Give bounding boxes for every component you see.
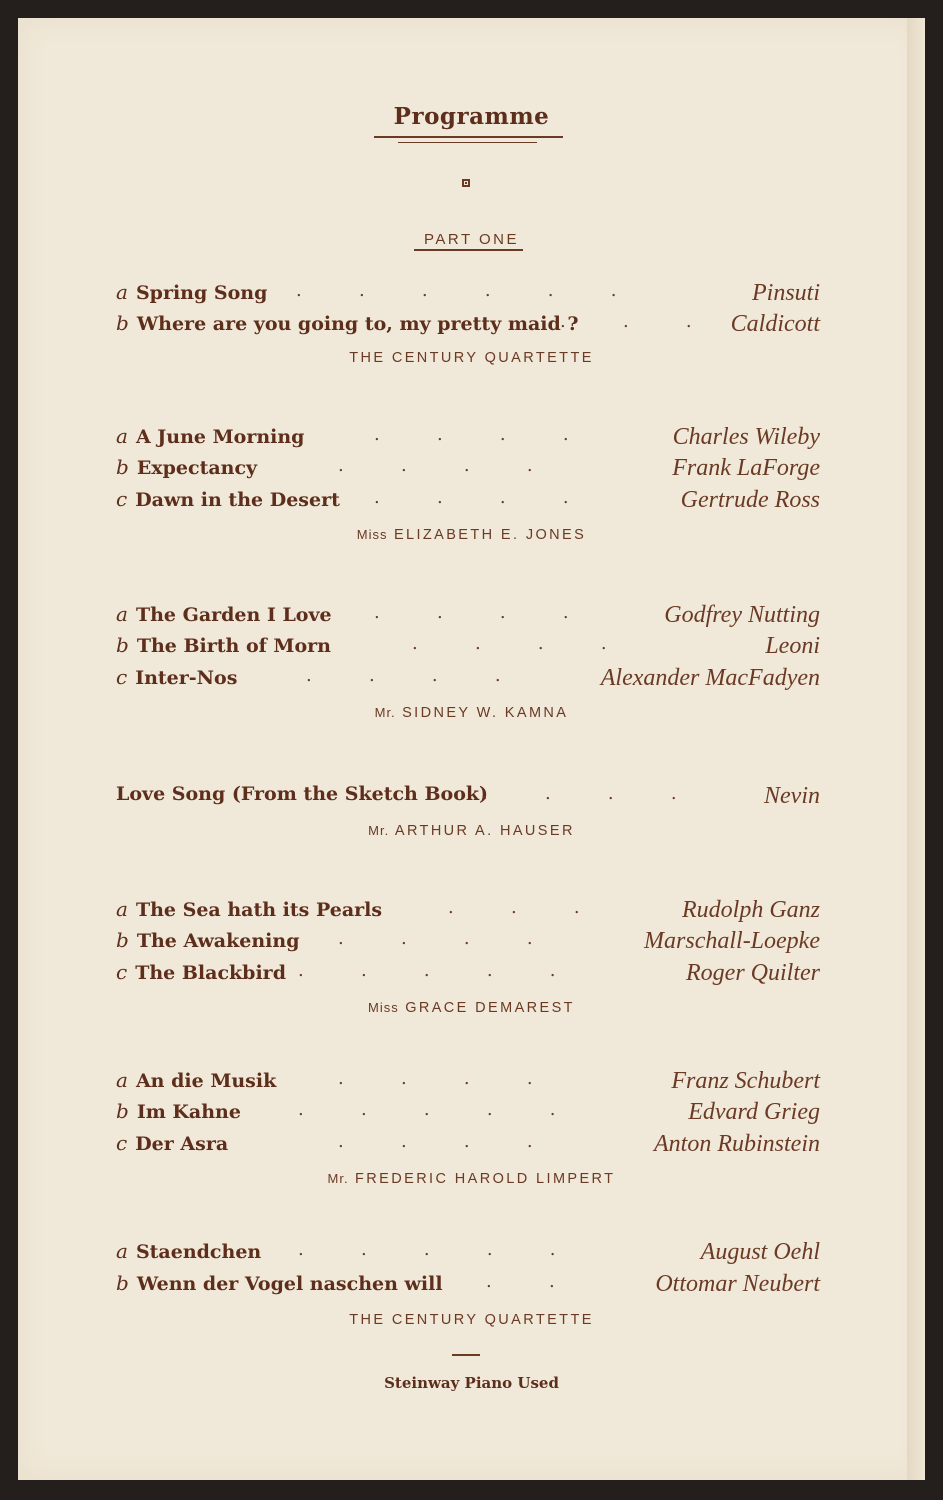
leader-dots: . . . .	[338, 455, 533, 476]
performer-name: FREDERIC HAROLD LIMPERT	[355, 1171, 616, 1187]
performer	[0, 1000, 943, 1016]
leader-dots: . . . . .	[298, 1239, 556, 1260]
item-letter: a	[116, 602, 128, 626]
programme-item	[116, 487, 820, 517]
item-title: Staendchen	[135, 1241, 262, 1263]
programme-item	[116, 1271, 820, 1301]
performer-name: ELIZABETH E. JONES	[393, 527, 587, 543]
item-letter: b	[116, 928, 129, 952]
programme-item	[116, 633, 820, 663]
item-title: Inter-Nos	[135, 667, 238, 689]
performer-prefix: Mr.	[374, 705, 396, 720]
leader-dots: . . . .	[412, 633, 607, 654]
item-title: Im Kahne	[136, 1101, 241, 1123]
item-letter: c	[116, 487, 128, 511]
performer	[0, 1171, 943, 1187]
performer-name: ARTHUR A. HAUSER	[394, 823, 575, 839]
programme-item	[116, 1131, 820, 1161]
composer: Frank LaForge	[672, 455, 820, 481]
item-title: The Awakening	[136, 930, 300, 952]
leader-dots: . . . .	[338, 1068, 533, 1089]
square-ornament-icon	[462, 179, 470, 187]
programme-item	[116, 602, 820, 632]
title-underline-thin	[398, 142, 537, 143]
leader-dots: . . . .	[338, 928, 533, 949]
performer-prefix: Miss	[356, 527, 388, 542]
item-letter: a	[116, 280, 128, 304]
footer-note: Steinway Piano Used	[384, 1374, 559, 1392]
item-letter: a	[116, 1068, 128, 1092]
part-heading: PART ONE	[423, 231, 520, 248]
item-title: The Garden I Love	[135, 604, 332, 626]
composer: Godfrey Nutting	[664, 602, 820, 628]
leader-dots: . . . .	[374, 487, 569, 508]
composer: Roger Quilter	[686, 960, 820, 986]
leader-dots: . . . .	[338, 1131, 533, 1152]
item-title: Spring Song	[135, 282, 268, 304]
performer	[0, 350, 943, 366]
part-underline	[414, 249, 523, 251]
composer: Marschall-Loepke	[644, 928, 820, 954]
programme-item	[116, 665, 820, 695]
programme-item	[116, 783, 820, 813]
title-underline	[374, 136, 563, 138]
performer-name: THE CENTURY QUARTETTE	[349, 1312, 594, 1328]
programme-item	[116, 311, 820, 341]
programme-item	[116, 897, 820, 927]
composer: Gertrude Ross	[680, 487, 820, 513]
leader-dots: . . . .	[374, 424, 569, 445]
leader-dots: . .	[486, 1271, 555, 1292]
leader-dots: . . . . . .	[296, 280, 617, 301]
composer: Ottomar Neubert	[655, 1271, 820, 1297]
item-letter: b	[116, 311, 129, 335]
leader-dots: . . .	[560, 311, 692, 332]
item-title: Wenn der Vogel naschen will	[136, 1273, 443, 1295]
composer: Nevin	[764, 783, 820, 809]
page-title: Programme	[393, 103, 550, 130]
footer-rule	[452, 1354, 480, 1356]
leader-dots: . . .	[448, 897, 580, 918]
item-letter: a	[116, 1239, 128, 1263]
leader-dots: . . . . .	[298, 960, 556, 981]
performer	[0, 705, 943, 721]
composer: Leoni	[765, 633, 820, 659]
performer-prefix: Mr.	[368, 823, 390, 838]
item-title: Dawn in the Desert	[135, 489, 340, 511]
performer	[0, 1312, 943, 1328]
composer: Alexander MacFadyen	[600, 665, 820, 691]
item-title: The Blackbird	[135, 962, 286, 984]
item-letter: b	[116, 455, 129, 479]
composer: Edvard Grieg	[688, 1099, 820, 1125]
leader-dots: . . . .	[306, 665, 501, 686]
item-letter: c	[116, 1131, 128, 1155]
performer	[0, 823, 943, 839]
item-title: The Sea hath its Pearls	[135, 899, 383, 921]
performer	[0, 527, 943, 543]
leader-dots: . . . . .	[298, 1099, 556, 1120]
item-letter: b	[116, 633, 129, 657]
composer: Anton Rubinstein	[654, 1131, 820, 1157]
composer: Pinsuti	[751, 280, 820, 306]
item-letter: a	[116, 897, 128, 921]
composer: Rudolph Ganz	[682, 897, 820, 923]
composer: Charles Wileby	[672, 424, 820, 450]
item-letter: c	[116, 665, 128, 689]
item-title: An die Musik	[135, 1070, 277, 1092]
programme-item	[116, 928, 820, 958]
programme-item	[116, 1239, 820, 1269]
item-title: Love Song (From the Sketch Book)	[116, 783, 489, 805]
programme-item	[116, 280, 820, 310]
performer-name: GRACE DEMAREST	[405, 1000, 575, 1016]
performer-name: SIDNEY W. KAMNA	[402, 705, 569, 721]
item-title: Expectancy	[136, 457, 258, 479]
composer: Franz Schubert	[671, 1068, 820, 1094]
item-title: A June Morning	[135, 426, 305, 448]
leader-dots: . . . .	[374, 602, 569, 623]
item-title: The Birth of Morn	[136, 635, 331, 657]
performer-prefix: Mr.	[327, 1171, 349, 1186]
programme-item	[116, 424, 820, 454]
programme-item	[116, 1099, 820, 1129]
item-letter: a	[116, 424, 128, 448]
item-letter: b	[116, 1271, 129, 1295]
programme-item	[116, 960, 820, 990]
performer-name: THE CENTURY QUARTETTE	[349, 350, 594, 366]
item-letter: c	[116, 960, 128, 984]
composer: Caldicott	[730, 311, 820, 337]
item-letter: b	[116, 1099, 129, 1123]
item-title: Der Asra	[135, 1133, 229, 1155]
programme-item	[116, 1068, 820, 1098]
composer: August Oehl	[700, 1239, 820, 1265]
item-title: Where are you going to, my pretty maid ?	[136, 313, 579, 335]
leader-dots: . . . .	[482, 783, 677, 804]
programme-item	[116, 455, 820, 485]
performer-prefix: Miss	[368, 1000, 399, 1015]
